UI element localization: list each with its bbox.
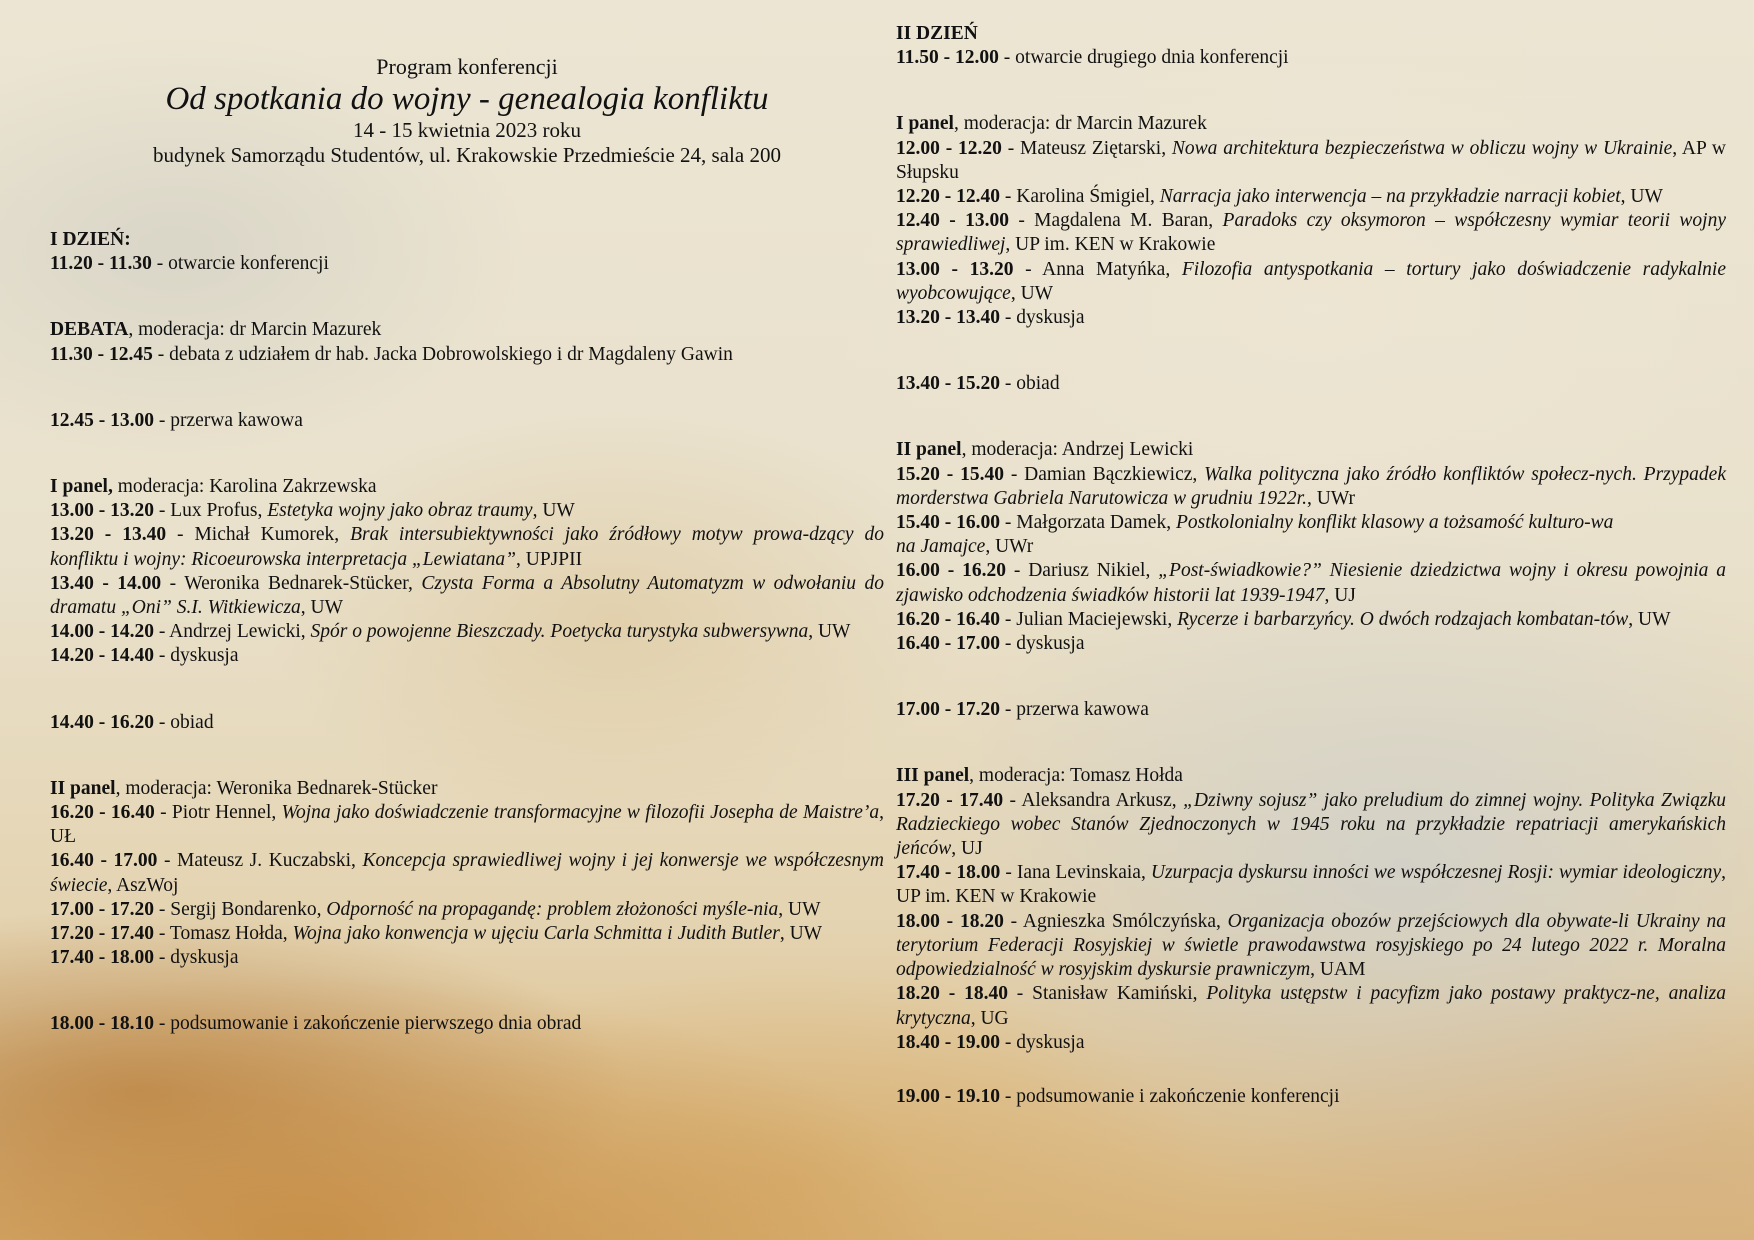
day2-panel2: II panel, moderacja: Andrzej Lewicki 15.20 - 15.40 - Damian Bączkiewicz, Walka polityczna jako źródło konfliktów społecz-nych. Przypadek morderstwa Gabriela Narutowicza w grudniu 1922r., UWr 15.40 - 16.00 - Małgorzata Damek, Postkolonialny konflikt klasowy a tożsamość kulturo-wa na Jamajce, UWr 16.00 - 16.20 - Dariusz Nikiel, „Post-świadkowie?” Niesienie dziedzictwa wojny i okresu powojnia a zjawisko odchodzenia świadków historii lat 1939-1947, UJ 16.20 - 16.40 - Julian Maciejewski, Rycerze i barbarzyńcy. O dwóch rodzajach kombatan-tów, UW 16.40 - 17.00 - dyskusja bbox=[896, 438, 1726, 656]
talk-speaker: - Agnieszka Smólczyńska, bbox=[1003, 910, 1228, 932]
talk-entry bbox=[896, 632, 1726, 656]
talk-entry bbox=[896, 137, 1726, 185]
talk-affiliation: , UW bbox=[1010, 282, 1054, 304]
talk-time: 18.20 - 18.40 bbox=[896, 983, 1008, 1005]
talk-affiliation: , UPJPII bbox=[515, 548, 583, 570]
talk-affiliation: , UWr bbox=[1307, 487, 1355, 509]
talk-affiliation: , UW bbox=[808, 621, 851, 643]
talk-time: 17.40 - 18.00 bbox=[50, 947, 154, 969]
talk-entry bbox=[896, 511, 1726, 535]
talk-speaker: - Aleksandra Arkusz, bbox=[1003, 789, 1184, 811]
talk-title: Estetyka wojny jako obraz traumy bbox=[267, 500, 533, 522]
talk-title: Wojna jako doświadczenie transformacyjne w filozofii Josepha de Maistre’a bbox=[281, 802, 880, 824]
day2-panel1: I panel, moderacja: dr Marcin Mazurek 12.00 - 12.20 - Mateusz Ziętarski, Nowa architektura bezpieczeństwa w obliczu wojny w Ukrainie, AP w Słupsku 12.20 - 12.40 - Karolina Śmigiel, Narracja jako interwencja – na przykładzie narracji kobiet, UW 12.40 - 13.00 - Magdalena M. Baran, Paradoks czy oksymoron – współczesny wymiar teorii wojny sprawiedliwej, UP im. KEN w Krakowie 13.00 - 13.20 - Anna Matyńka, Filozofia antyspotkania – tortury jako doświadczenie radykalnie wyobcowujące, UW 13.20 - 13.40 - dyskusja bbox=[896, 112, 1726, 330]
talk-speaker: - Anna Matyńka, bbox=[1013, 258, 1182, 280]
talk-title: Polityka ustępstw i pacyfizm jako postawy praktycz-ne, analiza krytyczna bbox=[896, 983, 1726, 1029]
talk-title: Postkolonialny konflikt klasowy a tożsamość kulturo-wa bbox=[1175, 512, 1614, 534]
talk-time: 16.40 - 17.00 bbox=[896, 633, 1000, 655]
talk-affiliation: , UG bbox=[970, 1007, 1009, 1029]
talk-time: 17.20 - 17.40 bbox=[50, 923, 154, 945]
talk-time: 17.00 - 17.20 bbox=[50, 898, 154, 920]
header bbox=[50, 54, 884, 168]
talk-title: Narracja jako interwencja – na przykładzie narracji kobiet bbox=[1159, 186, 1621, 208]
talk-entry bbox=[50, 572, 884, 620]
talk-entry bbox=[50, 898, 884, 922]
talk-speaker: - Dariusz Nikiel, bbox=[1005, 560, 1159, 582]
talk-entry bbox=[50, 620, 884, 644]
talk-speaker: - Julian Maciejewski, bbox=[1000, 608, 1178, 630]
talk-entry bbox=[896, 258, 1726, 306]
talk-time: 18.40 - 19.00 bbox=[896, 1031, 1000, 1053]
talk-speaker: - dyskusja bbox=[1000, 1031, 1085, 1053]
talk-speaker: - dyskusja bbox=[154, 947, 239, 969]
talk-affiliation: , UP im. KEN w Krakowie bbox=[1005, 234, 1216, 256]
talk-time: 12.00 - 12.20 bbox=[896, 137, 1002, 159]
talk-affiliation: , AszWoj bbox=[107, 874, 179, 896]
talk-entry bbox=[50, 523, 884, 571]
talk-affiliation: , UW bbox=[778, 898, 821, 920]
talk-entry bbox=[896, 1031, 1726, 1055]
day2-panel3: III panel, moderacja: Tomasz Hołda 17.20 - 17.40 - Aleksandra Arkusz, „Dziwny sojusz” jako preludium do zimnej wojny. Polityka Związku Radzieckiego wobec Stanów Zjednoczonych w 1945 roku na przykładzie repatriacji amerykańskich jeńców, UJ 17.40 - 18.00 - Iana Levinskaia, Uzurpacja dyskursu inności we współczesnej Rosji: wymiar ideologiczny, UP im. KEN w Krakowie 18.00 - 18.20 - Agnieszka Smólczyńska, Organizacja obozów przejściowych dla obywate-li Ukrainy na terytorium Federacji Rosyjskiej w świetle prawodawstwa rosyjskiego po 24 lutego 2022 r. Moralna odpowiedzialność w rosyjskim dyskursie prawniczym, UAM 18.20 - 18.40 - Stanisław Kamiński, Polityka ustępstw i pacyfizm jako postawy praktycz-ne, analiza krytyczna, UG 18.40 - 19.00 - dyskusja bbox=[896, 764, 1726, 1054]
talk-title: Organizacja obozów przejściowych dla obywate-li Ukrainy na terytorium Federacji Rosyjskiej w świetle prawodawstwa rosyjskiego po 24 lutego 2022 r. Moralna odpowiedzialność w rosyjskim dyskursie prawniczym bbox=[896, 910, 1726, 981]
talk-title: Nowa architektura bezpieczeństwa w obliczu wojny w Ukrainie bbox=[1171, 137, 1673, 159]
talk-title: Rycerze i barbarzyńcy. O dwóch rodzajach kombatan-tów bbox=[1177, 608, 1629, 630]
day2-lunch: 13.40 - 15.20 - obiad bbox=[896, 373, 1060, 395]
talk-entry bbox=[896, 789, 1726, 862]
talk-speaker: - Damian Bączkiewicz, bbox=[1003, 463, 1205, 485]
day1-debate: DEBATA, moderacja: dr Marcin Mazurek 11.30 - 12.45 - debata z udziałem dr hab. Jacka Dobrowolskiego i dr Magdaleny Gawin bbox=[50, 319, 733, 365]
day1-panel2: II panel, moderacja: Weronika Bednarek-Stücker 16.20 - 16.40 - Piotr Hennel, Wojna jako doświadczenie transformacyjne w filozofii Josepha de Maistre’a, UŁ 16.40 - 17.00 - Mateusz J. Kuczabski, Koncepcja sprawiedliwej wojny i jej konwersje we współczesnym świecie, AszWoj 17.00 - 17.20 - Sergij Bondarenko, Odporność na propagandę: problem złożoności myśle-nia, UW 17.20 - 17.40 - Tomasz Hołda, Wojna jako konwencja w ujęciu Carla Schmitta i Judith Butler, UW 17.40 - 18.00 - dyskusja bbox=[50, 777, 884, 971]
talk-entry bbox=[896, 861, 1726, 909]
talk-speaker: - dyskusja bbox=[1000, 307, 1085, 329]
talk-time: 15.20 - 15.40 bbox=[896, 463, 1004, 485]
talk-time: 13.00 - 13.20 bbox=[896, 258, 1014, 280]
talk-speaker: - Tomasz Hołda, bbox=[154, 923, 293, 945]
talk-affiliation: , UW bbox=[779, 923, 823, 945]
day2-opening-block bbox=[896, 22, 1726, 70]
talk-title: Filozofia antyspotkania – tortury jako doświadczenie radykalnie wyobcowujące bbox=[896, 258, 1727, 304]
talk-title: Paradoks czy oksymoron – współczesny wymiar teorii wojny sprawiedliwej bbox=[896, 210, 1726, 256]
talk-affiliation: , UWr bbox=[985, 536, 1034, 558]
talk-speaker: - Stanisław Kamiński, bbox=[1007, 983, 1207, 1005]
day1-heading: I DZIEŃ: bbox=[50, 229, 131, 250]
day2-coffee: 17.00 - 17.20 - przerwa kawowa bbox=[896, 699, 1149, 721]
talk-time: 13.00 - 13.20 bbox=[50, 500, 154, 522]
talk-title: Spór o powojenne Bieszczady. Poetycka turystyka subwersywna bbox=[310, 621, 809, 643]
talk-time: 16.20 - 16.40 bbox=[50, 802, 155, 824]
talk-speaker: - Iana Levinskaia, bbox=[1000, 862, 1151, 884]
talk-entry bbox=[50, 801, 884, 849]
talk-time: 14.20 - 14.40 bbox=[50, 645, 154, 667]
day1-coffee: 12.45 - 13.00 - przerwa kawowa bbox=[50, 409, 303, 431]
talk-time: 17.40 - 18.00 bbox=[896, 862, 1001, 884]
talk-speaker: - Michał Kumorek, bbox=[166, 524, 351, 546]
talk-speaker: - Mateusz J. Kuczabski, bbox=[157, 850, 363, 872]
talk-entry bbox=[50, 499, 884, 523]
talk-title: Koncepcja sprawiedliwej wojny i jej konwersje we współczesnym świecie bbox=[50, 850, 885, 896]
talk-time: 14.00 - 14.20 bbox=[50, 621, 154, 643]
talk-affiliation: , UŁ bbox=[50, 802, 884, 848]
talk-entry bbox=[896, 463, 1726, 511]
talk-time: 18.00 - 18.20 bbox=[896, 910, 1004, 932]
talk-entry bbox=[896, 185, 1726, 209]
day2-closing: 19.00 - 19.10 - podsumowanie i zakończenie konferencji bbox=[896, 1085, 1340, 1107]
day2-heading: II DZIEŃ bbox=[896, 23, 978, 44]
day1-opening-block bbox=[50, 228, 884, 276]
talk-entry bbox=[50, 922, 884, 946]
day2-column bbox=[896, 0, 1726, 1109]
talk-affiliation: , UW bbox=[1628, 608, 1671, 630]
talk-time: 17.20 - 17.40 bbox=[896, 789, 1004, 811]
day1-opening: 11.20 - 11.30 - otwarcie konferencji bbox=[50, 253, 329, 275]
talk-time: 12.40 - 13.00 bbox=[896, 210, 1009, 232]
conference-venue: budynek Samorządu Studentów, ul. Krakowskie Przedmieście 24, sala 200 bbox=[153, 143, 781, 167]
talk-title: Wojna jako konwencja w ujęciu Carla Schmitta i Judith Butler bbox=[292, 923, 780, 945]
talk-speaker: - Andrzej Lewicki, bbox=[154, 621, 311, 643]
conference-title: Od spotkania do wojny - genealogia konfliktu bbox=[165, 81, 769, 117]
talk-speaker: - dyskusja bbox=[1000, 633, 1085, 655]
talk-speaker: - dyskusja bbox=[154, 645, 239, 667]
day1-closing: 18.00 - 18.10 - podsumowanie i zakończenie pierwszego dnia obrad bbox=[50, 1013, 582, 1035]
talk-title: „Post-świadkowie?” Niesienie dziedzictwa wojny i okresu powojnia a zjawisko odchodzenia świadków historii lat 1939-1947 bbox=[896, 560, 1727, 606]
talk-speaker: - Małgorzata Damek, bbox=[1000, 512, 1176, 534]
talk-speaker: - Karolina Śmigiel, bbox=[1000, 186, 1160, 208]
talk-speaker: - Sergij Bondarenko, bbox=[154, 898, 327, 920]
talk-affiliation: , UW bbox=[300, 597, 344, 619]
talk-speaker: - Mateusz Ziętarski, bbox=[1001, 137, 1172, 159]
talk-time: 15.40 - 16.00 bbox=[896, 512, 1000, 534]
day1-column bbox=[50, 0, 884, 1037]
day2-opening: 11.50 - 12.00 - otwarcie drugiego dnia konferencji bbox=[896, 47, 1289, 69]
talk-entry bbox=[50, 849, 884, 897]
day1-lunch: 14.40 - 16.20 - obiad bbox=[50, 711, 214, 733]
day1-panel1: I panel, moderacja: Karolina Zakrzewska 13.00 - 13.20 - Lux Profus, Estetyka wojny jako obraz traumy, UW 13.20 - 13.40 - Michał Kumorek, Brak intersubiektywności jako źródłowy motyw prowa-dzący do konfliktu i wojny: Ricoeurowska interpretacja „Lewiatana”, UPJPII 13.40 - 14.00 - Weronika Bednarek-Stücker, Czysta Forma a Absolutny Automatyzm w odwołaniu do dramatu „Oni” S.I. Witkiewicza, UW 14.00 - 14.20 - Andrzej Lewicki, Spór o powojenne Bieszczady. Poetycka turystyka subwersywna, UW 14.20 - 14.40 - dyskusja bbox=[50, 475, 884, 669]
talk-time: 13.20 - 13.40 bbox=[50, 524, 167, 546]
talk-time: 16.40 - 17.00 bbox=[50, 850, 158, 872]
talk-affiliation: , UP im. KEN w Krakowie bbox=[896, 862, 1726, 908]
talk-time: 13.40 - 14.00 bbox=[50, 572, 162, 594]
talk-title: Odporność na propagandę: problem złożoności myśle-nia bbox=[326, 898, 779, 920]
talk-entry bbox=[50, 644, 884, 668]
talk-title: Uzurpacja dyskursu inności we współczesnej Rosji: wymiar ideologiczny bbox=[1150, 862, 1722, 884]
talk-entry bbox=[896, 982, 1726, 1030]
talk-entry bbox=[50, 946, 884, 970]
talk-affiliation: , UJ bbox=[951, 838, 983, 860]
talk-affiliation: , AP w Słupsku bbox=[896, 137, 1726, 183]
talk-speaker: - Lux Profus, bbox=[154, 500, 268, 522]
talk-time: 12.20 - 12.40 bbox=[896, 186, 1000, 208]
talk-time: 13.20 - 13.40 bbox=[896, 307, 1000, 329]
talk-affiliation: , UW bbox=[532, 500, 575, 522]
talk-affiliation: , UJ bbox=[1324, 584, 1356, 606]
talk-time: 16.00 - 16.20 bbox=[896, 560, 1006, 582]
talk-title: na Jamajce bbox=[896, 536, 986, 558]
talk-entry bbox=[896, 306, 1726, 330]
talk-entry bbox=[896, 559, 1726, 607]
program-label: Program konferencji bbox=[376, 54, 558, 79]
talk-entry bbox=[896, 535, 1726, 559]
conference-dates: 14 - 15 kwietnia 2023 roku bbox=[352, 118, 582, 142]
talk-speaker: - Weronika Bednarek-Stücker, bbox=[161, 572, 422, 594]
talk-speaker: - Piotr Hennel, bbox=[154, 802, 282, 824]
talk-entry bbox=[896, 608, 1726, 632]
talk-title: Czysta Forma a Absolutny Automatyzm w odwołaniu do dramatu „Oni” S.I. Witkiewicza bbox=[50, 572, 884, 619]
talk-affiliation: , UW bbox=[1620, 186, 1663, 208]
talk-title: Brak intersubiektywności jako źródłowy motyw prowa-dzący do konfliktu i wojny: Ricoeurowska interpretacja „Lewiatana” bbox=[50, 524, 884, 570]
talk-title: „Dziwny sojusz” jako preludium do zimnej wojny. Polityka Związku Radzieckiego wobec Stanów Zjednoczonych w 1945 roku na przykładzie repatriacji amerykańskich jeńców bbox=[896, 789, 1727, 860]
talk-entry bbox=[896, 910, 1726, 983]
talk-title: Walka polityczna jako źródło konfliktów społecz-nych. Przypadek morderstwa Gabriela Narutowicza w grudniu 1922r. bbox=[896, 463, 1726, 509]
talk-speaker: - Magdalena M. Baran, bbox=[1008, 210, 1223, 232]
talk-time: 16.20 - 16.40 bbox=[896, 608, 1000, 630]
talk-affiliation: , UAM bbox=[1310, 959, 1366, 981]
talk-entry bbox=[896, 209, 1726, 257]
